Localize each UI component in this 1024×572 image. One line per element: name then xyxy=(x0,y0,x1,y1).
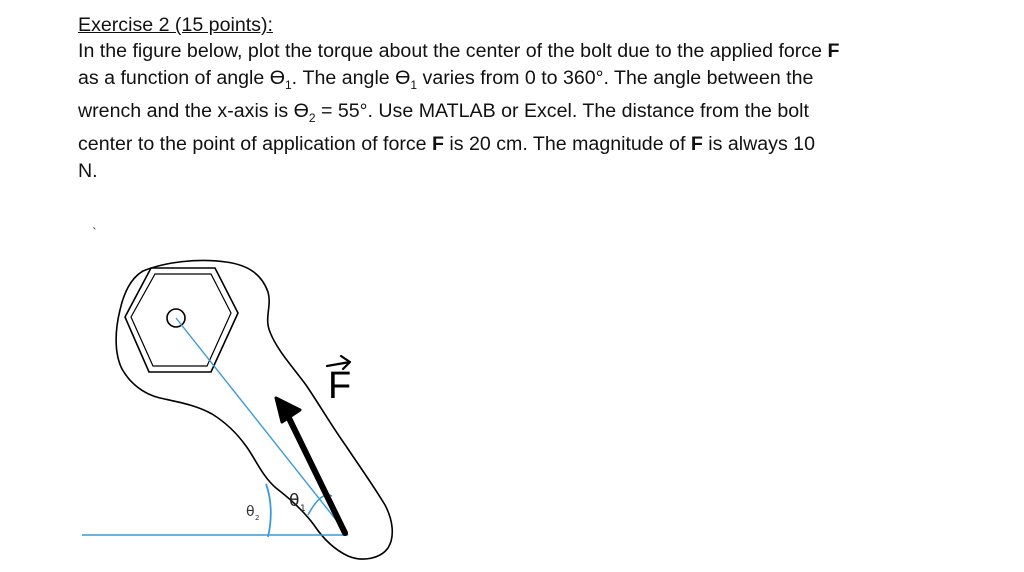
text-segment: as a function of angle ϴ xyxy=(78,66,285,89)
theta1-label: θ xyxy=(289,491,300,511)
subscript: 1 xyxy=(410,77,418,92)
text-segment: wrench and the x-axis is ϴ xyxy=(78,100,309,123)
theta2-subscript: 2 xyxy=(255,514,260,522)
force-label: F xyxy=(328,365,352,407)
subscript: 1 xyxy=(284,77,292,92)
text-segment: is always 10 xyxy=(702,133,815,156)
text-segment: . The angle ϴ xyxy=(291,66,411,89)
theta2-arc xyxy=(266,484,271,537)
bold-symbol: F xyxy=(827,40,840,63)
hex-nut-inner xyxy=(131,274,231,366)
stray-mark: ` xyxy=(92,226,97,241)
text-segment: center to the point of application of force xyxy=(78,133,432,156)
theta2-label: θ xyxy=(246,504,255,520)
hex-nut xyxy=(125,268,238,372)
exercise-title: Exercise 2 (15 points): xyxy=(78,14,273,36)
force-arrowhead xyxy=(276,398,300,422)
text-segment: N. xyxy=(78,159,98,182)
theta1-subscript: 1 xyxy=(300,504,306,514)
subscript: 2 xyxy=(308,111,316,126)
text-segment: is 20 cm. The magnitude of xyxy=(443,133,691,156)
text-segment: = 55°. Use MATLAB or Excel. The distance from the bolt xyxy=(315,100,809,123)
bold-symbol: F xyxy=(432,133,444,156)
bold-symbol: F xyxy=(690,133,703,156)
wrench-axis-line xyxy=(176,318,348,535)
text-segment: varies from 0 to 360°. The angle between the xyxy=(417,66,814,89)
text-segment: In the figure below, plot the torque about the center of the bolt due to the applied force xyxy=(78,40,828,63)
